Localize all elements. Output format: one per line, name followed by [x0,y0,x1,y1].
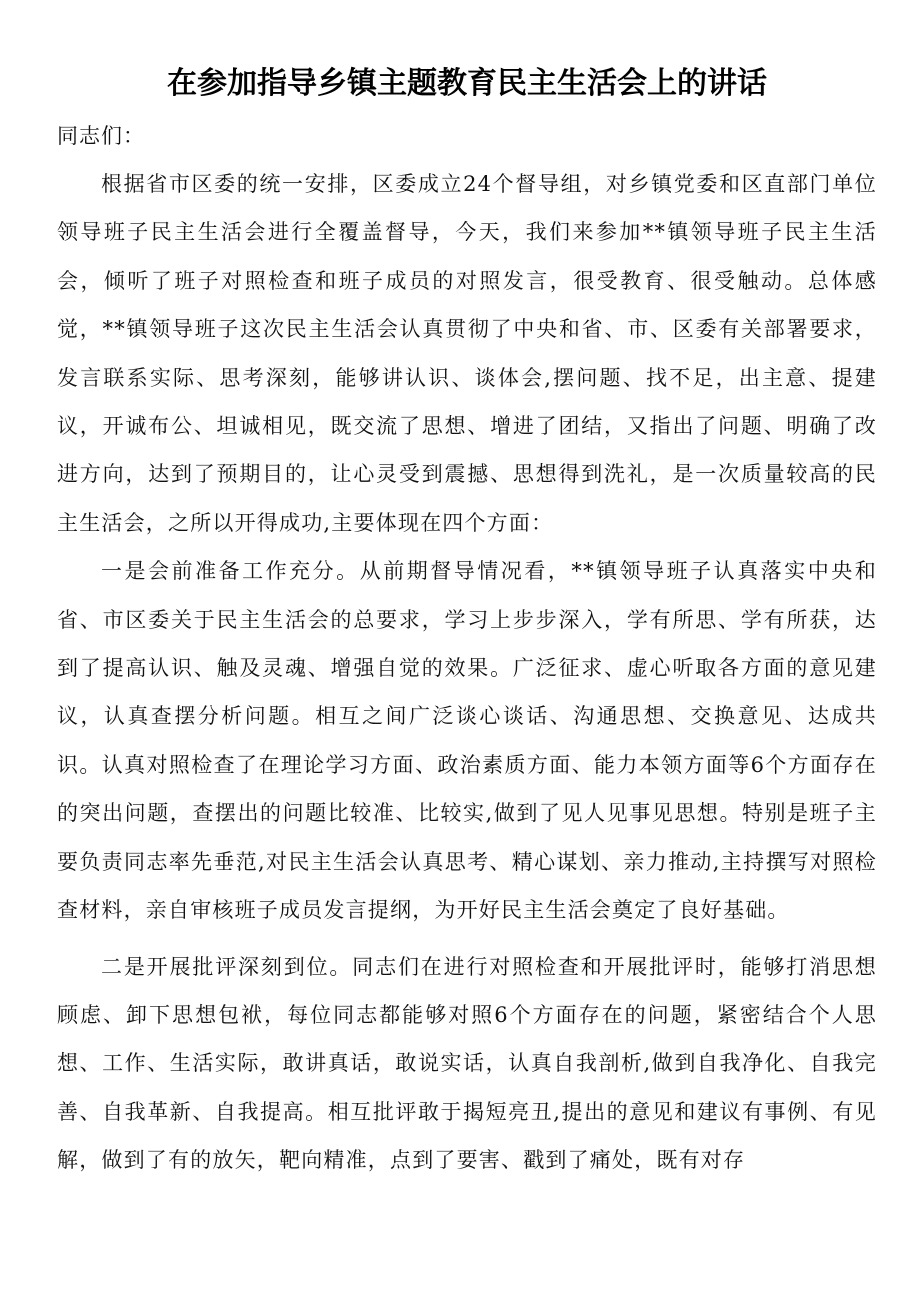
paragraph-spacer [57,935,877,943]
paragraph-point-two: 二是开展批评深刻到位。同志们在进行对照检查和开展批评时，能够打消思想顾虑、卸下思想包袱，每位同志都能够对照6个方面存在的问题，紧密结合个人思想、工作、生活实际，敢讲真话，敢说实话，认真自我剖析,做到自我净化、自我完善、自我革新、自我提高。相互批评敢于揭短亮丑,提出的意见和建议有事例、有见解，做到了有的放矢，靶向精准，点到了要害、戳到了痛处，既有对存 [57,954,877,1173]
document-title: 在参加指导乡镇主题教育民主生活会上的讲话 [167,66,767,101]
paragraph-intro: 根据省市区委的统一安排，区委成立24个督导组，对乡镇党委和区直部门单位领导班子民主生活会进行全覆盖督导，今天，我们来参加**镇领导班子民主生活会，倾听了班子对照检查和班子成员的对照发言，很受教育、很受触动。总体感觉，**镇领导班子这次民主生活会认真贯彻了中央和省、市、区委有关部署要求，发言联系实际、思考深刻，能够讲认识、谈体会,摆问题、找不足，出主意、提建议，开诚布公、坦诚相见，既交流了思想、增进了团结，又指出了问题、明确了改进方向，达到了预期目的，让心灵受到震撼、思想得到洗礼，是一次质量较高的民主生活会，之所以开得成功,主要体现在四个方面： [57,172,877,535]
document-page [57,60,877,1185]
salutation: 同志们： [57,124,145,148]
paragraph-point-one: 一是会前准备工作充分。从前期督导情况看，**镇领导班子认真落实中央和省、市区委关于民主生活会的总要求，学习上步步深入，学有所思、学有所获，达到了提高认识、触及灵魂、增强自觉的效果。广泛征求、虚心听取各方面的意见建议，认真查摆分析问题。相互之间广泛谈心谈话、沟通思想、交换意见、达成共识。认真对照检查了在理论学习方面、政治素质方面、能力本领方面等6个方面存在的突出问题，查摆出的问题比较准、比较实,做到了见人见事见思想。特别是班子主要负责同志率先垂范,对民主生活会认真思考、精心谋划、亲力推动,主持撰写对照检查材料，亲自审核班子成员发言提纲，为开好民主生活会奠定了良好基础。 [57,559,877,923]
